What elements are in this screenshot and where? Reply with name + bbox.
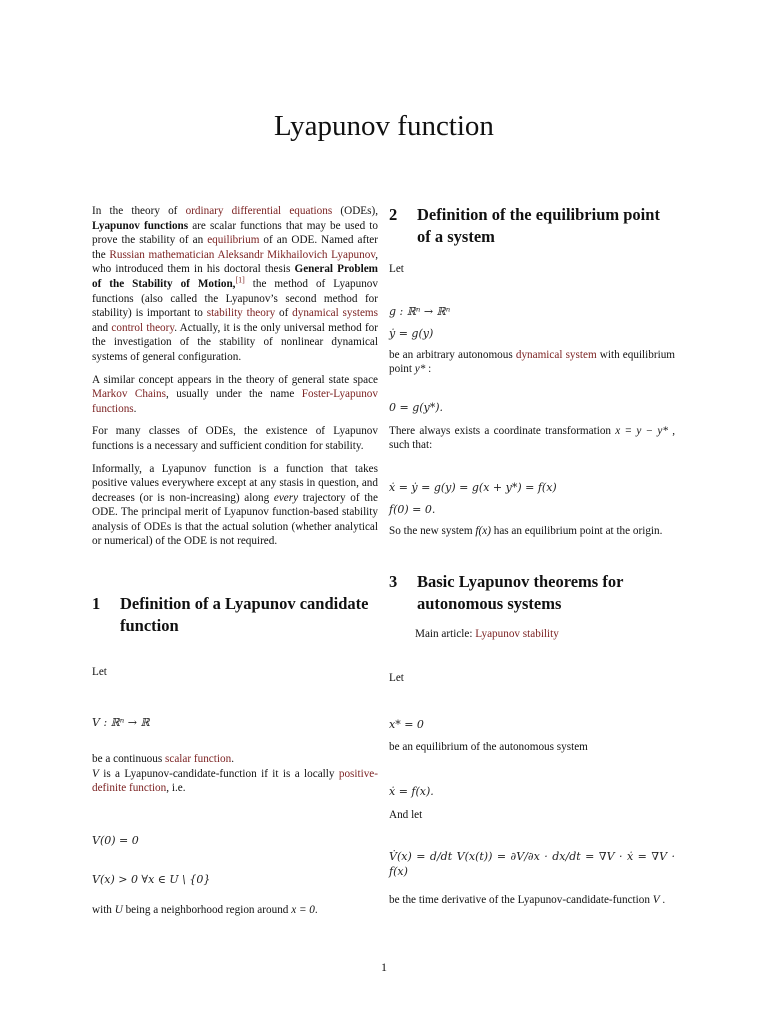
- section-1-paragraph-2: V is a Lyapunov-candidate-function if it is a locally positive-definite function, i.e.: [92, 767, 378, 795]
- left-column: [92, 204, 378, 926]
- intro-paragraph-2: A similar concept appears in the theory of general state space Markov Chains, usually under the name Foster-Lyapunov functions.: [92, 373, 378, 415]
- link-stability-theory[interactable]: stability theory: [206, 307, 276, 320]
- equation-g-map: g : ℝⁿ → ℝⁿ: [389, 304, 451, 318]
- section-2-heading: 2 Definition of the equilibrium point of a system: [389, 205, 660, 246]
- link-markov-chains[interactable]: Markov Chains: [92, 388, 166, 401]
- link-ordinary-differential-equations[interactable]: ordinary differential equations: [185, 205, 333, 217]
- reference-1[interactable]: [1]: [235, 275, 245, 285]
- page-title: Lyapunov function: [274, 110, 494, 142]
- link-russian-mathematician[interactable]: Russian mathematician Aleksandr Mikhailovich Lyapunov: [109, 248, 376, 261]
- equation-x-dot: ẋ = f(x).: [389, 784, 434, 798]
- link-scalar-function[interactable]: scalar function: [165, 753, 232, 766]
- section-3-heading: 3 Basic Lyapunov theorems for autonomous systems: [389, 571, 624, 613]
- equation-transform: ẋ = ẏ = g(y) = g(x + y*) = f(x): [389, 480, 557, 494]
- section-1-paragraph-3: with U being a neighborhood region around x = 0.: [92, 904, 318, 917]
- section-2-paragraph-2: There always exists a coordinate transformation x = y − y* , such that:: [389, 424, 675, 452]
- section-2-paragraph-3: So the new system f(x) has an equilibrium point at the origin.: [389, 524, 663, 537]
- link-control-theory[interactable]: control theory: [111, 321, 175, 334]
- intro-paragraph-4: Informally, a Lyapunov function is a function that takes positive values everywhere except at any stasis in question, and decreases (or is non-increasing) along every trajectory of the ODE. The principal merit of Lyapunov function-based stability analysis of ODEs is that the actual solution (whether analytical or numerical) of the ODE is not required.: [92, 462, 378, 548]
- section-3-paragraph-1: be an equilibrium of the autonomous system: [389, 741, 588, 754]
- link-dynamical-system[interactable]: dynamical system: [515, 348, 597, 361]
- section-1-paragraph-1: be a continuous scalar function.: [92, 753, 234, 766]
- section-3-let: Let: [389, 672, 404, 685]
- link-lyapunov-stability[interactable]: Lyapunov stability: [475, 627, 559, 640]
- link-equilibrium[interactable]: equilibrium: [207, 234, 260, 247]
- equation-equilibrium: 0 = g(y*).: [389, 400, 444, 414]
- section-2-paragraph-1: be an arbitrary autonomous dynamical system with equilibrium point y* :: [389, 348, 676, 376]
- section-1-let: Let: [92, 666, 107, 679]
- section-3-paragraph-2: be the time derivative of the Lyapunov-candidate-function V .: [389, 894, 666, 907]
- link-positive-definite-function[interactable]: positive-definite function: [92, 767, 378, 795]
- equation-v-positive: V(x) > 0 ∀x ∈ U \ {0}: [92, 872, 211, 886]
- equation-f-zero: f(0) = 0.: [389, 503, 436, 517]
- equation-v-zero: V(0) = 0: [92, 834, 139, 848]
- link-foster-lyapunov-functions[interactable]: Foster-Lyapunov functions: [92, 388, 378, 415]
- equation-v-map: V : ℝⁿ → ℝ: [92, 715, 150, 729]
- equation-x-star: x* = 0: [389, 717, 424, 731]
- section-1-heading: 1 Definition of a Lyapunov candidate function: [92, 594, 369, 636]
- equation-y-dot: ẏ = g(y): [389, 327, 434, 341]
- right-column: [389, 204, 675, 916]
- page-number: 1: [381, 960, 387, 974]
- section-3-and-let: And let: [389, 808, 423, 821]
- section-2-let: Let: [389, 263, 404, 275]
- equation-v-dot: V̇(x) = d/dt V(x(t)) = ∂V/∂x · dx/dt = ∇V · ẋ = ∇V · f(x): [389, 850, 675, 878]
- link-dynamical-systems[interactable]: dynamical systems: [292, 307, 378, 320]
- intro-paragraph-1: In the theory of ordinary differential equations (ODEs), Lyapunov functions are scalar functions that may be used to prove the stability of an equilibrium of an ODE. Named after the Russian mathematician Aleksandr Mikhailovich Lyapunov, who introduced them in his doctoral thesis General Problem of the Stability of Motion,[1] the method of Lyapunov functions (also called the Lyapunov’s second method for stability) is important to stability theory of dynamical systems and control theory. Actually, it is the only universal method for the investigation of the stability of nonlinear dynamical systems of general configuration.: [92, 205, 379, 363]
- main-article-note: Main article: Lyapunov stability: [415, 627, 559, 640]
- intro-paragraph-3: For many classes of ODEs, the existence of Lyapunov functions is a necessary and sufficient condition for stability.: [92, 425, 378, 452]
